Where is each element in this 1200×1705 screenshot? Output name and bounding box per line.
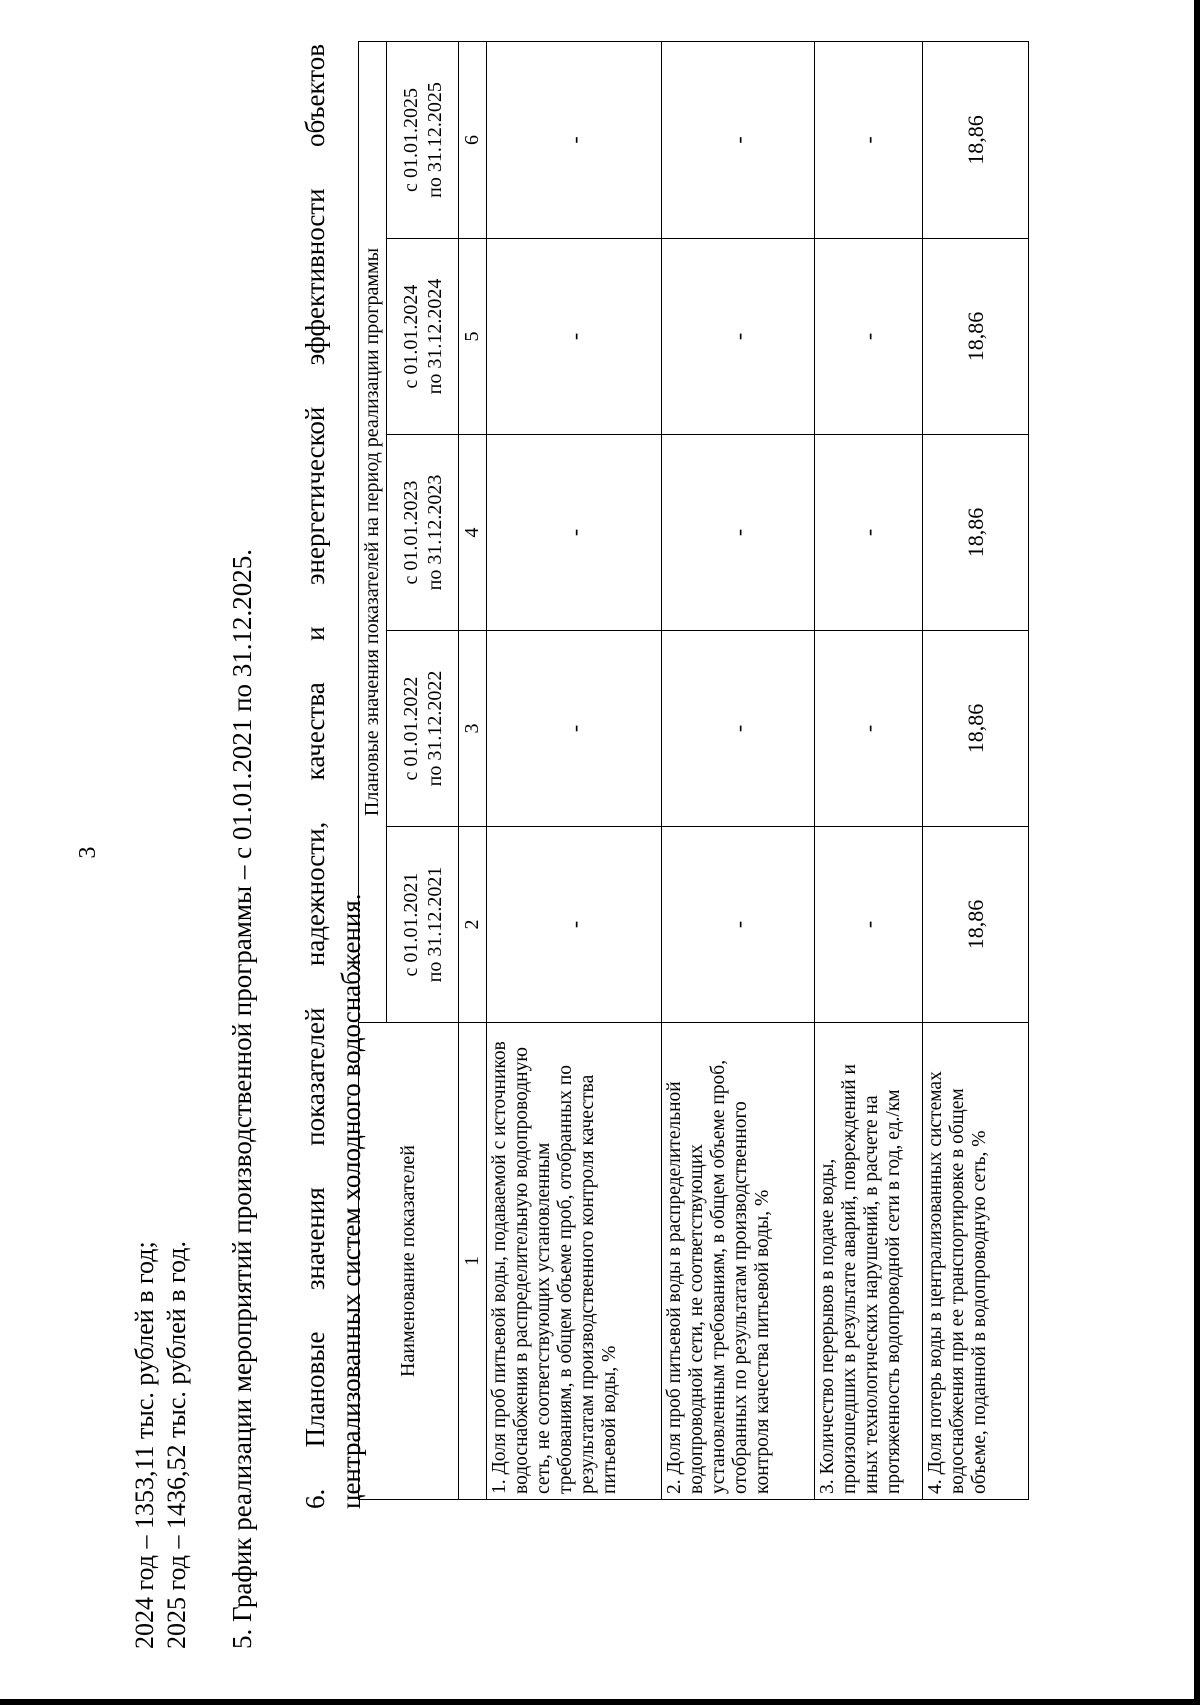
indicator-value: - <box>662 827 815 1023</box>
indicator-name: 3. Количество перерывов в подаче воды, произошедших в результате аварий, повреждений и иных технологических нарушений, в расчете на протяженность водопроводной сети в год, ед./км <box>815 1023 923 1500</box>
section6-word: объектов <box>300 44 330 147</box>
indicator-value: - <box>662 631 815 827</box>
period-start: с 01.01.2023 <box>399 480 422 585</box>
period-start: с 01.01.2022 <box>399 676 422 781</box>
period-end: по 31.12.2022 <box>423 670 446 787</box>
period-end: по 31.12.2025 <box>423 82 446 198</box>
header-period-2024 <box>387 239 459 435</box>
period-start: с 01.01.2025 <box>399 88 422 192</box>
period-end: по 31.12.2023 <box>423 474 446 591</box>
indicator-value: 18,86 <box>923 239 1029 435</box>
page-number: 3 <box>75 846 101 859</box>
indicator-value: - <box>815 435 923 631</box>
indicator-value: - <box>815 631 923 827</box>
indicator-value: 18,86 <box>923 631 1029 827</box>
cost-line-2024: 2024 год – 1353,11 тыс. рублей в год; <box>130 1241 159 1649</box>
header-period-2023 <box>387 435 459 631</box>
section6-word: значения <box>300 1187 330 1291</box>
column-number: 6 <box>459 41 487 238</box>
section5-heading: 5. График реализации мероприятий производственной программы – с 01.01.2021 по 31.12.2025. <box>227 548 257 1649</box>
indicator-value: - <box>487 631 662 827</box>
table-header-row-group <box>359 41 387 1499</box>
indicators-table <box>358 41 1029 1500</box>
section6-word: энергетической <box>300 406 330 586</box>
section6-line2: централизованных систем холодного водоснабжения. <box>336 893 366 1509</box>
period-start: с 01.01.2024 <box>399 284 422 389</box>
indicator-value: 18,86 <box>923 827 1029 1023</box>
header-period-2025 <box>387 41 459 238</box>
column-number: 2 <box>459 827 487 1023</box>
period-end: по 31.12.2021 <box>423 866 446 983</box>
header-indicator-name: Наименование показателей <box>359 1023 459 1500</box>
indicator-value: - <box>662 435 815 631</box>
column-number: 1 <box>459 1023 487 1500</box>
indicator-value: - <box>662 41 815 238</box>
header-planned-values: Плановые значения показателей на период реализации программы <box>359 41 387 1022</box>
indicator-value: - <box>487 239 662 435</box>
table-column-numbers-row <box>459 41 487 1499</box>
section6-word: и <box>300 626 330 641</box>
section6-word: Плановые <box>300 1331 330 1448</box>
indicator-name: 1. Доля проб питьевой воды, подаваемой с источников водоснабжения в распределительную водопроводную сеть, не соответствующих установленным требованиям, в общем объеме проб, отобранных по результатам производственного контроля качества питьевой воды, % <box>487 1023 662 1500</box>
indicator-value: - <box>487 41 662 238</box>
header-period-2021 <box>387 827 459 1023</box>
indicator-value: - <box>487 827 662 1023</box>
table-row <box>662 41 815 1499</box>
section6-word: эффективности <box>300 188 330 366</box>
section6-word: качества <box>300 682 330 781</box>
indicator-name: 2. Доля проб питьевой воды в распределительной водопроводной сети, не соответствующих установленным требованиям, в общем объеме проб, отобранных по результатам производственного контроля качества питьевой воды, % <box>662 1023 815 1500</box>
indicator-value: - <box>815 239 923 435</box>
indicator-value: - <box>815 827 923 1023</box>
indicator-value: - <box>662 239 815 435</box>
column-number: 4 <box>459 435 487 631</box>
indicator-name: 4. Доля потерь воды в централизованных системах водоснабжения при ее транспортировке в общем объеме, поданной в водопроводную сеть, % <box>923 1023 1029 1500</box>
header-period-2022 <box>387 631 459 827</box>
table-row <box>487 41 662 1499</box>
indicator-value: 18,86 <box>923 41 1029 238</box>
table-row <box>923 41 1029 1499</box>
section6-line1 <box>297 44 333 1509</box>
section6-word: надежности, <box>300 821 330 967</box>
column-number: 3 <box>459 631 487 827</box>
cost-line-2025: 2025 год – 1436,52 тыс. рублей в год. <box>162 1241 191 1649</box>
indicator-value: 18,86 <box>923 435 1029 631</box>
table-row <box>815 41 923 1499</box>
section6-word: показателей <box>300 1007 330 1146</box>
period-start: с 01.01.2021 <box>399 872 422 977</box>
column-number: 5 <box>459 239 487 435</box>
indicator-value: - <box>487 435 662 631</box>
section6-word: 6. <box>300 1488 330 1509</box>
indicator-value: - <box>815 41 923 238</box>
period-end: по 31.12.2024 <box>423 278 446 395</box>
